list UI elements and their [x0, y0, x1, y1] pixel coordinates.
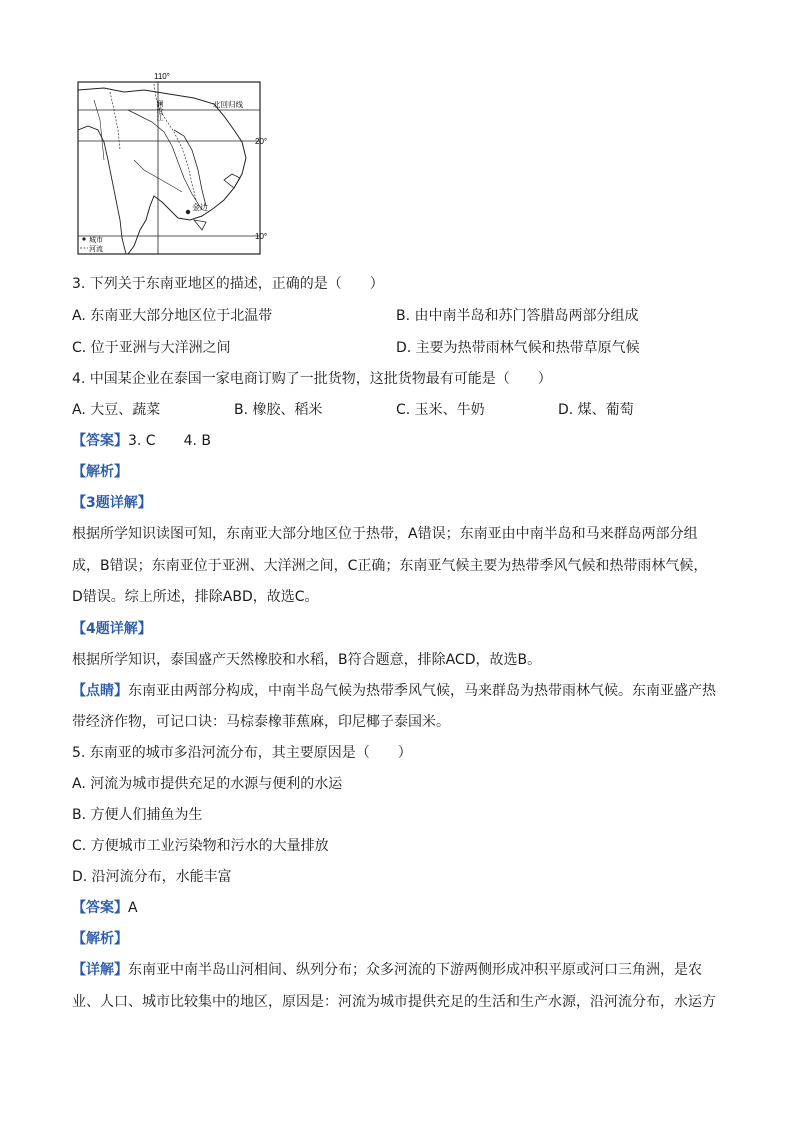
q4-option-b: B. 橡胶、稻米: [234, 402, 323, 418]
southeast-asia-map: [74, 70, 268, 260]
q4-option-a: A. 大豆、蔬菜: [72, 402, 161, 418]
detail3-heading: 【3题详解】: [72, 495, 152, 511]
q5-option-b: B. 方便人们捕鱼为生: [72, 807, 203, 823]
analysis2-heading: 【解析】: [72, 931, 128, 947]
q5-option-a: A. 河流为城市提供充足的水源与便利的水运: [72, 776, 343, 792]
legend-city: 城市: [89, 236, 103, 244]
city-marker: [186, 210, 190, 214]
answer5-text: A: [128, 900, 138, 916]
legend-river: 河流: [89, 245, 103, 253]
q3-option-b: B. 由中南半岛和苏门答腊岛两部分组成: [396, 308, 639, 324]
detail5-line1: [72, 960, 702, 980]
q5-stem: 5. 东南亚的城市多沿河流分布，其主要原因是（ ）: [72, 745, 412, 761]
q3-option-d: D. 主要为热带雨林气候和热带草原气候: [396, 340, 640, 356]
analysis-heading: 【解析】: [72, 464, 128, 480]
detail5-text1: 东南亚中南半岛山河相间、纵列分布；众多河流的下游两侧形成冲积平原或河口三角洲，是农: [128, 962, 702, 978]
q4-option-d: D. 煤、葡萄: [558, 402, 634, 418]
city-label: 金边: [192, 203, 208, 212]
lon-label: 110°: [154, 72, 170, 81]
lat10-label: 10°: [255, 232, 268, 241]
q3-stem: 3. 下列关于东南亚地区的描述，正确的是（ ）: [72, 276, 384, 292]
pointer-line1: [72, 681, 716, 701]
q5-option-c: C. 方便城市工业污染物和污水的大量排放: [72, 838, 329, 854]
pointer-text1: 东南亚由两部分构成，中南半岛气候为热带季风气候，马来群岛为热带雨林气候。东南亚盛产热: [128, 683, 716, 699]
q4-option-c: C. 玉米、牛奶: [396, 402, 485, 418]
q5-option-d: D. 沿河流分布，水能丰富: [72, 869, 232, 885]
answer-text: 3. C 4. B: [128, 433, 211, 449]
detail3-line3: D错误。综上所述，排除ABD，故选C。: [72, 589, 319, 605]
q3-option-c: C. 位于亚洲与大洋洲之间: [72, 340, 231, 356]
pointer-tag: 【点睛】: [72, 683, 128, 699]
detail4-heading: 【4题详解】: [72, 621, 152, 637]
tropic-label: 北回归线: [213, 100, 243, 109]
river-label: 澜沧江: [156, 100, 164, 121]
q3-option-a: A. 东南亚大部分地区位于北温带: [72, 308, 273, 324]
detail3-line1: 根据所学知识读图可知，东南亚大部分地区位于热带，A错误；东南亚由中南半岛和马来群岛两部分组: [72, 526, 698, 542]
detail5-tag: 【详解】: [72, 962, 128, 978]
detail4-line1: 根据所学知识，泰国盛产天然橡胶和水稻，B符合题意，排除ACD，故选B。: [72, 652, 542, 668]
lat20-label: 20°: [255, 137, 268, 146]
detail5-line2: 业、人口、城市比较集中的地区，原因是：河流为城市提供充足的生活和生产水源，沿河流分布，水运方: [72, 994, 716, 1010]
detail3-line2: 成，B错误；东南亚位于亚洲、大洋洲之间，C正确；东南亚气候主要为热带季风气候和热带雨林气候，: [72, 558, 708, 574]
answer-tag: 【答案】: [72, 433, 128, 449]
pointer-line2: 带经济作物，可记口诀：马棕泰橡菲蕉麻，印尼椰子泰国米。: [72, 714, 450, 730]
answer-5: [72, 898, 138, 918]
answer5-tag: 【答案】: [72, 900, 128, 916]
q4-stem: 4. 中国某企业在泰国一家电商订购了一批货物，这批货物最有可能是（ ）: [72, 371, 552, 387]
answer-3-4: [72, 431, 211, 451]
